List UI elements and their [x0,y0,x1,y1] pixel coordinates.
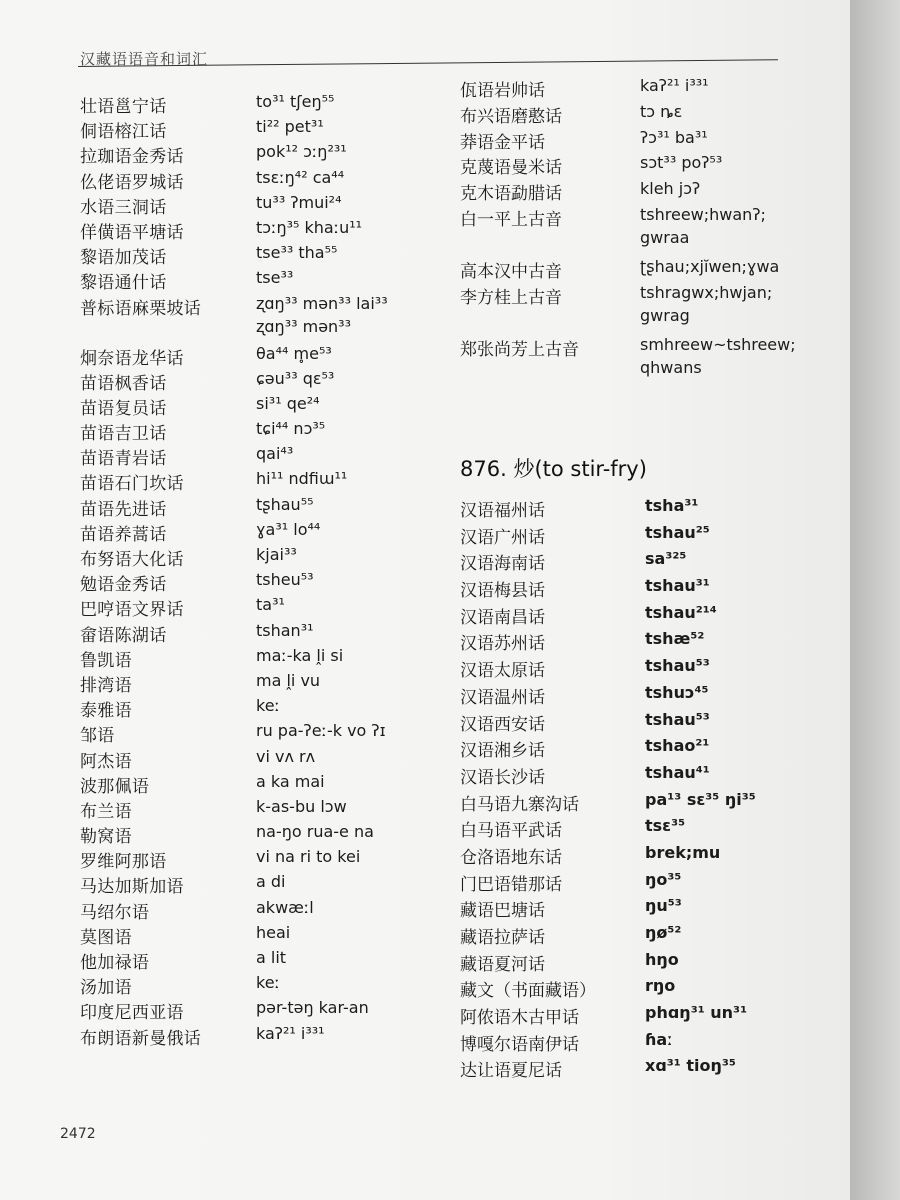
language-name: 苗语吉卫话 [80,424,167,445]
phonetic-form [256,243,337,262]
phonetic-form-line: pok¹² ɔːŋ²³¹ [256,142,347,162]
language-name: 布兴语磨憨话 [460,106,562,127]
phonetic-form [256,344,332,363]
phonetic-form [256,847,360,866]
entry-row [460,335,820,387]
phonetic-form [645,843,720,862]
entry-row [460,523,840,550]
entry-row [80,847,420,872]
phonetic-form [640,205,766,247]
phonetic-form-line: sa³²⁵ [645,549,687,569]
language-name: 博嘎尔语南伊话 [460,1034,579,1055]
phonetic-form [256,570,314,589]
phonetic-form-line: θa⁴⁴ m̥e⁵³ [256,343,332,363]
language-name: 汉语温州话 [460,687,545,708]
phonetic-form-line: tshragwx;hwjan; [640,282,773,302]
language-name: 汉语福州话 [460,501,545,521]
language-name: 汉语广州话 [460,527,545,548]
phonetic-form-line: ta³¹ [256,595,285,615]
entry-row [80,772,420,797]
phonetic-form-line: ma ḽi vu [256,670,321,690]
phonetic-form-line: keː [256,696,280,716]
language-name: 苗语养蒿话 [80,524,167,545]
entry-row [80,948,420,973]
phonetic-form [256,822,374,841]
entry-row [460,496,840,523]
phonetic-form-line: tshan³¹ [256,620,314,640]
phonetic-form [256,193,342,212]
language-name: 汉语南昌话 [460,607,545,628]
language-name: 莽语金平话 [460,132,545,153]
language-name: 克蔑语曼米话 [460,158,562,179]
language-name: 苗语复员话 [80,398,167,419]
phonetic-form [256,747,315,766]
entry-row [460,976,840,1003]
entry-row [80,268,420,293]
phonetic-form-line: pa¹³ sɛ³⁵ ŋi³⁵ [645,789,756,809]
phonetic-form [645,763,710,782]
phonetic-form [256,117,324,136]
entry-row [460,549,840,576]
language-name: 鲁凯语 [80,650,132,671]
language-name: 佯僙语平塘话 [80,222,184,243]
language-name: 藏语拉萨话 [460,928,545,948]
phonetic-form-line: ŋu⁵³ [645,896,682,916]
phonetic-form-line: vi na ri to kei [256,847,361,867]
phonetic-form-line: sɔt³³ poʔ⁵³ [640,153,723,173]
language-name: 普标语麻栗坡话 [80,298,202,319]
entry-row [80,696,420,721]
entry-row [80,469,420,494]
phonetic-form-line: heai [256,922,291,942]
phonetic-form-continuation: ʐɑŋ³³ mən³³ [256,316,352,336]
phonetic-form-line: rŋo [645,976,676,996]
language-name: 水语三洞话 [80,197,167,218]
page-edge [850,0,900,1200]
language-name: 白一平上古音 [460,209,562,230]
entry-row [80,721,420,746]
language-name: 门巴语错那话 [460,874,562,895]
phonetic-form [256,419,325,438]
language-name: 汉语梅县话 [460,581,545,602]
language-name: 勒窝语 [80,827,132,848]
entry-row [80,419,420,444]
phonetic-form-line: pər-təŋ kar-an [256,998,369,1018]
phonetic-form [640,257,779,276]
entry-row [460,870,840,897]
entry-row [460,710,840,737]
phonetic-form-line: a lit [256,948,287,967]
phonetic-form [256,268,293,287]
phonetic-form [645,870,681,889]
language-name: 巴哼语文界话 [80,600,184,621]
phonetic-form [640,283,772,325]
phonetic-form [645,629,704,648]
right-column-continuation [460,76,820,387]
phonetic-form [256,92,334,111]
phonetic-form [256,444,293,463]
phonetic-form [645,576,710,595]
phonetic-form-line: tshau⁴¹ [645,762,710,782]
phonetic-form [256,369,334,388]
language-name: 排湾语 [80,675,132,696]
entry-row [460,843,840,870]
phonetic-form [256,495,314,514]
phonetic-form-line: tsɛ³⁵ [645,816,686,836]
phonetic-form-line: maː-ka ḽi si [256,645,344,665]
entry-row [460,603,840,630]
phonetic-form [256,721,386,740]
entry-row [80,168,420,193]
phonetic-form [640,153,722,172]
language-name: 白马语九寨沟话 [460,794,579,815]
phonetic-form [256,998,369,1017]
entry-row [80,671,420,696]
entry-row [460,790,840,817]
entry-row [80,595,420,620]
entry-row [80,621,420,646]
phonetic-form [256,898,314,917]
phonetic-form-line: tshau⁵³ [645,709,710,729]
entry-row [80,344,420,369]
language-name: 苗语青岩话 [80,449,167,470]
language-name: 藏语巴塘话 [460,901,545,922]
language-name: 侗语榕江话 [80,122,167,143]
language-name: 李方桂上古音 [460,287,562,308]
entry-row [460,736,840,763]
entry-row [460,153,820,179]
phonetic-form [256,621,314,640]
entry-row [80,545,420,570]
phonetic-form [256,772,325,791]
phonetic-form [640,179,700,198]
phonetic-form [645,656,710,675]
phonetic-form-line: brek;mu [645,842,721,862]
language-name: 壮语邕宁话 [80,97,167,117]
phonetic-form [640,102,682,121]
language-name: 泰雅语 [80,701,132,722]
entry-row [460,128,820,154]
phonetic-form [256,797,347,816]
language-name: 马达加斯加语 [80,877,184,898]
language-name: 布兰语 [80,801,132,822]
phonetic-form [645,496,698,515]
phonetic-form-line: ʔɔ³¹ ba³¹ [640,127,708,147]
language-name: 达让语夏尼话 [460,1061,562,1082]
phonetic-form [256,696,280,715]
entry-row [460,205,820,257]
entry-row [460,923,840,950]
entry-row [460,102,820,128]
entry-row [80,872,420,897]
phonetic-form [256,218,362,237]
language-name: 苗语枫香话 [80,373,167,394]
language-name: 郑张尚芳上古音 [460,339,579,360]
phonetic-form [256,469,347,488]
phonetic-form [256,948,286,967]
entry-row [80,218,420,243]
phonetic-form [256,545,297,564]
entry-row [460,1056,840,1083]
language-name: 汉语苏州话 [460,634,545,655]
phonetic-form-line: tshæ⁵² [645,629,705,649]
phonetic-form-line: ʈʂhau;xjĭwen;ɣwa [640,256,780,276]
entry-row [460,1003,840,1030]
entry-row [80,973,420,998]
section-title-text: 炒(to stir-fry) [513,457,647,481]
phonetic-form [645,683,708,702]
phonetic-form-line: kleh jɔʔ [640,179,701,199]
phonetic-form-line: tshao²¹ [645,736,710,756]
language-name: 汉语长沙话 [460,767,545,788]
phonetic-form-line: xɑ³¹ tioŋ³⁵ [645,1056,736,1076]
language-name: 黎语通什话 [80,273,167,294]
language-name: 罗维阿那语 [80,852,167,873]
language-name: 黎语加茂话 [80,248,167,269]
entry-row [460,896,840,923]
language-name: 藏文（书面藏语） [460,981,596,1002]
phonetic-form-line: tsɛːŋ⁴² ca⁴⁴ [256,167,345,187]
phonetic-form [645,1056,736,1075]
phonetic-form [256,973,280,992]
language-name: 汤加语 [80,978,132,999]
phonetic-form [645,710,710,729]
entry-row [460,76,820,102]
entry-row [80,747,420,772]
phonetic-form [256,646,343,665]
language-name: 布朗语新曼俄话 [80,1028,202,1049]
phonetic-form-line: tshuɔ⁴⁵ [645,682,709,702]
phonetic-form-line: ru pa-ʔeː-k vo ʔɪ [256,721,386,741]
entry-row [80,193,420,218]
phonetic-form-line: ɣa³¹ lo⁴⁴ [256,519,321,539]
phonetic-form-line: tse³³ tha⁵⁵ [256,243,338,263]
language-name: 莫图语 [80,927,132,948]
phonetic-form-line: kjai³³ [256,545,297,564]
phonetic-form [256,142,347,161]
language-name: 苗语先进话 [80,499,167,520]
phonetic-form-line: tsha³¹ [645,496,699,515]
entry-row [80,646,420,671]
entry-row [460,763,840,790]
entry-row [460,816,840,843]
entry-row [80,998,420,1023]
phonetic-form-line: hŋo [645,949,679,969]
phonetic-form [640,128,708,147]
section-number: 876. [460,457,507,481]
phonetic-form-line: keː [256,973,280,993]
phonetic-form-continuation: gwraa [640,227,690,247]
phonetic-form [645,790,756,809]
phonetic-form-line: na-ŋo rua-e na [256,822,374,842]
phonetic-form [640,76,709,95]
language-name: 白马语平武话 [460,821,562,842]
entry-row [460,179,820,205]
phonetic-form-line: kaʔ²¹ i³³¹ [640,76,709,95]
phonetic-form-line: smhreew~tshreew; [640,334,796,354]
phonetic-form-continuation: qhwans [640,357,702,377]
language-name: 汉语海南话 [460,554,545,575]
phonetic-form [256,520,320,539]
language-name: 仓洛语地东话 [460,847,562,868]
language-name: 汉语西安话 [460,714,545,735]
language-name: 藏语夏河话 [460,954,545,975]
phonetic-form-line: hi¹¹ ndfiɯ¹¹ [256,469,348,489]
entry-row [460,683,840,710]
language-name: 汉语湘乡话 [460,741,545,762]
entry-row [460,1030,840,1057]
entry-row [460,576,840,603]
phonetic-form [256,1024,325,1043]
phonetic-form [645,1003,747,1022]
phonetic-form-line: phɑŋ³¹ un³¹ [645,1003,748,1023]
running-head: 汉藏语语音和词汇 [80,50,209,68]
phonetic-form-line: tsheu⁵³ [256,570,314,590]
phonetic-form [645,923,681,942]
phonetic-form-line: tshau⁵³ [645,656,710,676]
phonetic-form [645,603,717,622]
entry-row [80,898,420,923]
phonetic-form-line: ŋo³⁵ [645,869,682,889]
phonetic-form [645,549,686,568]
phonetic-form [256,168,344,187]
section-entry-list [460,496,840,1083]
phonetic-form-line: qai⁴³ [256,444,294,464]
phonetic-form-line: k-as-bu lɔw [256,796,347,816]
phonetic-form-line: ɦaː [645,1029,673,1049]
entry-row [460,950,840,977]
language-name: 邹语 [80,726,115,747]
entry-row [80,444,420,469]
entry-row [80,520,420,545]
entry-row [460,283,820,335]
phonetic-form-continuation: gwrag [640,305,690,325]
language-name: 阿杰语 [80,751,132,772]
phonetic-form-line: tshau³¹ [645,576,710,596]
language-name: 苗语石门坎话 [80,474,184,495]
language-name: 高本汉中古音 [460,261,562,282]
language-name: 阿侬语木古甲话 [460,1008,579,1029]
phonetic-form-line: ŋø⁵² [645,923,682,942]
entry-row [80,495,420,520]
entry-row [80,797,420,822]
phonetic-form-line: tse³³ [256,268,294,288]
entry-row [460,257,820,283]
entry-row [80,92,420,117]
phonetic-form-line: vi vʌ rʌ [256,746,316,766]
entry-row [80,1024,420,1049]
entry-row [80,394,420,419]
section-heading [460,453,647,483]
entry-row [80,822,420,847]
entry-row [80,142,420,167]
phonetic-form [645,736,709,755]
language-name: 印度尼西亚语 [80,1003,184,1024]
phonetic-form-line: a di [256,872,286,892]
phonetic-form-line: tshau²⁵ [645,522,710,542]
entry-row [80,570,420,595]
phonetic-form-line: tshau²¹⁴ [645,602,717,622]
phonetic-form-line: a ka mai [256,771,325,791]
entry-row [80,369,420,394]
entry-row [460,656,840,683]
phonetic-form [645,896,682,915]
phonetic-form-line: tu³³ ʔmui²⁴ [256,192,342,212]
entry-row [460,629,840,656]
language-name: 布努语大化话 [80,550,184,570]
entry-row [80,117,420,142]
language-name: 佤语岩帅话 [460,81,545,101]
language-name: 波那佩语 [80,776,150,797]
language-name: 他加禄语 [80,953,150,973]
phonetic-form-line: tʂhau⁵⁵ [256,494,314,514]
phonetic-form [256,872,286,891]
phonetic-form [645,523,710,542]
phonetic-form [256,394,320,413]
phonetic-form [645,950,679,969]
phonetic-form-line: tshreew;hwanʔ; [640,204,766,224]
language-name: 拉珈语金秀话 [80,147,184,168]
language-name: 畲语陈湖话 [80,625,167,646]
phonetic-form-line: tɔ ȵɛ [640,101,683,121]
language-name: 仫佬语罗城话 [80,172,184,193]
phonetic-form-line: ʐɑŋ³³ mən³³ lai³³ [256,293,388,313]
page-number: 2472 [60,1126,96,1142]
phonetic-form [256,923,290,942]
language-name: 汉语太原话 [460,661,545,682]
entry-row [80,243,420,268]
phonetic-form [640,335,796,377]
phonetic-form-line: to³¹ tʃeŋ⁵⁵ [256,92,335,111]
phonetic-form [645,1030,673,1049]
phonetic-form [645,816,685,835]
language-name: 勉语金秀话 [80,575,167,596]
entry-row [80,923,420,948]
phonetic-form [256,294,388,336]
entry-row [80,294,420,344]
phonetic-form [256,595,285,614]
left-column [80,92,420,1049]
language-name: 克木语勐腊话 [460,184,562,205]
phonetic-form-line: ti²² pet³¹ [256,117,324,137]
phonetic-form-line: ɕəu³³ qɛ⁵³ [256,368,335,388]
phonetic-form [645,976,675,995]
language-name: 马绍尔语 [80,902,150,923]
phonetic-form-line: tɕi⁴⁴ nɔ³⁵ [256,419,326,439]
phonetic-form-line: tɔːŋ³⁵ khaːu¹¹ [256,217,363,237]
phonetic-form [256,671,320,690]
phonetic-form-line: kaʔ²¹ i³³¹ [256,1023,325,1043]
phonetic-form-line: si³¹ qe²⁴ [256,393,320,413]
phonetic-form-line: akwæːl [256,897,314,917]
language-name: 炯奈语龙华话 [80,348,184,369]
